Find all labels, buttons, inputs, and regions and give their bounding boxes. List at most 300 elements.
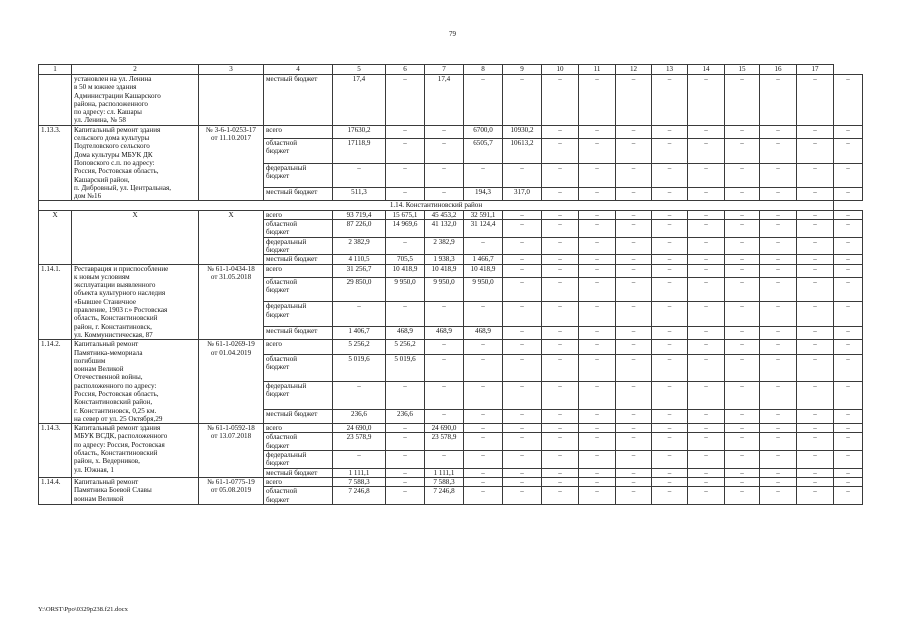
amount-cell: –	[425, 354, 464, 381]
amount-cell: –	[464, 409, 503, 424]
empty-dash-cell: –	[797, 451, 834, 469]
empty-dash-cell: –	[542, 138, 579, 163]
empty-dash-cell: –	[542, 220, 579, 238]
table-row	[39, 340, 863, 355]
empty-dash-cell: –	[725, 125, 760, 138]
table-row	[39, 75, 863, 126]
object-name: Капитальный ремонт Памятника-мемориала погибшим воинам Великой Отечественной войны, расположенного по адресу: Россия, Ростовская область, Константиновский район, г. Константиновск, 0,25 км. на север от ул. 25 Октября,29	[72, 340, 199, 424]
empty-dash-cell: –	[542, 163, 579, 188]
empty-dash-cell: –	[760, 302, 797, 327]
empty-dash-cell: –	[797, 138, 834, 163]
empty-dash-cell: –	[579, 75, 616, 126]
empty-dash-cell: –	[688, 340, 725, 355]
item-number: 1.14.1.	[39, 264, 72, 340]
amount-cell: 6700,0	[464, 125, 503, 138]
empty-dash-cell: –	[542, 277, 579, 302]
empty-dash-cell: –	[688, 220, 725, 238]
empty-dash-cell: –	[834, 451, 863, 469]
empty-dash-cell: –	[652, 264, 688, 277]
empty-dash-cell: –	[616, 302, 652, 327]
empty-dash-cell: –	[579, 354, 616, 381]
amount-cell: 6505,7	[464, 138, 503, 163]
empty-dash-cell: –	[688, 125, 725, 138]
amount-cell: –	[503, 424, 542, 433]
empty-dash-cell: –	[579, 487, 616, 505]
empty-dash-cell: –	[760, 433, 797, 451]
empty-dash-cell: –	[542, 255, 579, 264]
expertise-document: № 61-1-0592-18 от 13.07.2018	[199, 424, 264, 478]
empty-dash-cell: –	[725, 340, 760, 355]
funding-source: всего	[264, 210, 333, 219]
empty-dash-cell: –	[652, 277, 688, 302]
empty-dash-cell: –	[616, 210, 652, 219]
empty-dash-cell: –	[688, 237, 725, 255]
empty-dash-cell: –	[688, 424, 725, 433]
amount-cell: 7 588,3	[333, 477, 386, 486]
empty-dash-cell: –	[725, 409, 760, 424]
empty-dash-cell: –	[616, 409, 652, 424]
amount-cell: 468,9	[386, 327, 425, 340]
empty-dash-cell: –	[579, 327, 616, 340]
empty-dash-cell: –	[579, 382, 616, 409]
amount-cell: 1 111,1	[333, 468, 386, 477]
amount-cell: –	[464, 424, 503, 433]
empty-dash-cell: –	[760, 210, 797, 219]
amount-cell: –	[464, 451, 503, 469]
amount-cell: 1 111,1	[425, 468, 464, 477]
empty-dash-cell: –	[616, 220, 652, 238]
column-number: 12	[616, 65, 652, 75]
empty-dash-cell: –	[688, 451, 725, 469]
amount-cell: 23 578,9	[333, 433, 386, 451]
amount-cell: 7 246,8	[333, 487, 386, 505]
amount-cell: 9 950,0	[425, 277, 464, 302]
empty-dash-cell: –	[542, 487, 579, 505]
empty-dash-cell: –	[834, 255, 863, 264]
empty-dash-cell: –	[542, 75, 579, 126]
empty-dash-cell: –	[834, 340, 863, 355]
column-number: 7	[425, 65, 464, 75]
amount-cell: 9 950,0	[386, 277, 425, 302]
funding-source: местный бюджет	[264, 468, 333, 477]
amount-cell: –	[464, 302, 503, 327]
amount-cell: –	[464, 487, 503, 505]
object-name: Х	[72, 210, 199, 264]
amount-cell: –	[464, 382, 503, 409]
empty-dash-cell: –	[616, 237, 652, 255]
column-number: 8	[464, 65, 503, 75]
empty-dash-cell: –	[542, 237, 579, 255]
amount-cell: –	[425, 302, 464, 327]
empty-dash-cell: –	[797, 237, 834, 255]
amount-cell: –	[386, 163, 425, 188]
funding-source: федеральный бюджет	[264, 382, 333, 409]
empty-dash-cell: –	[725, 477, 760, 486]
empty-dash-cell: –	[542, 477, 579, 486]
empty-dash-cell: –	[834, 138, 863, 163]
page-number: 79	[449, 30, 456, 38]
column-number: 14	[688, 65, 725, 75]
empty-dash-cell: –	[616, 424, 652, 433]
empty-dash-cell: –	[652, 125, 688, 138]
empty-dash-cell: –	[834, 302, 863, 327]
amount-cell: –	[503, 382, 542, 409]
amount-cell: –	[386, 75, 425, 126]
amount-cell: 236,6	[333, 409, 386, 424]
empty-dash-cell: –	[616, 468, 652, 477]
empty-dash-cell: –	[725, 382, 760, 409]
empty-dash-cell: –	[797, 75, 834, 126]
amount-cell: –	[386, 468, 425, 477]
funding-source: местный бюджет	[264, 255, 333, 264]
empty-dash-cell: –	[760, 220, 797, 238]
empty-dash-cell: –	[652, 340, 688, 355]
amount-cell: –	[503, 264, 542, 277]
empty-dash-cell: –	[797, 163, 834, 188]
empty-dash-cell: –	[542, 264, 579, 277]
empty-dash-cell: –	[616, 125, 652, 138]
amount-cell: 87 226,0	[333, 220, 386, 238]
amount-cell: 2 382,9	[333, 237, 386, 255]
empty-dash-cell: –	[616, 255, 652, 264]
amount-cell: 45 453,2	[425, 210, 464, 219]
empty-dash-cell: –	[797, 264, 834, 277]
empty-dash-cell: –	[616, 277, 652, 302]
amount-cell: –	[425, 451, 464, 469]
funding-source: областной бюджет	[264, 277, 333, 302]
empty-dash-cell: –	[834, 277, 863, 302]
empty-dash-cell: –	[725, 451, 760, 469]
empty-dash-cell: –	[834, 468, 863, 477]
table-row	[39, 125, 863, 138]
empty-dash-cell: –	[760, 264, 797, 277]
amount-cell: 5 019,6	[333, 354, 386, 381]
expertise-document: Х	[199, 210, 264, 264]
table-row	[39, 477, 863, 486]
empty-dash-cell: –	[616, 382, 652, 409]
empty-dash-cell: –	[579, 264, 616, 277]
section-heading: 1.14. Константиновский район	[39, 201, 834, 210]
empty-dash-cell: –	[616, 340, 652, 355]
empty-dash-cell: –	[760, 125, 797, 138]
empty-dash-cell: –	[834, 487, 863, 505]
item-number: 1.13.3.	[39, 125, 72, 201]
empty-dash-cell: –	[542, 302, 579, 327]
empty-dash-cell: –	[834, 409, 863, 424]
funding-source: местный бюджет	[264, 188, 333, 201]
object-name: Капитальный ремонт Памятника Боевой Славы воинам Великой	[72, 477, 199, 504]
amount-cell: –	[425, 409, 464, 424]
amount-cell: –	[333, 163, 386, 188]
empty-dash-cell: –	[834, 125, 863, 138]
amount-cell: 468,9	[425, 327, 464, 340]
empty-dash-cell: –	[725, 237, 760, 255]
funding-source: федеральный бюджет	[264, 302, 333, 327]
empty-dash-cell: –	[760, 477, 797, 486]
table-row	[39, 210, 863, 219]
column-number: 15	[725, 65, 760, 75]
empty-dash-cell: –	[688, 188, 725, 201]
amount-cell: –	[425, 340, 464, 355]
item-number	[39, 75, 72, 126]
amount-cell: –	[503, 477, 542, 486]
funding-source: областной бюджет	[264, 220, 333, 238]
empty-dash-cell: –	[797, 210, 834, 219]
amount-cell: –	[386, 382, 425, 409]
empty-dash-cell: –	[579, 302, 616, 327]
amount-cell: –	[464, 468, 503, 477]
expertise-document	[199, 75, 264, 126]
empty-dash-cell: –	[542, 409, 579, 424]
empty-dash-cell: –	[797, 125, 834, 138]
empty-dash-cell: –	[688, 477, 725, 486]
amount-cell: –	[464, 163, 503, 188]
empty-dash-cell: –	[579, 468, 616, 477]
empty-dash-cell: –	[579, 237, 616, 255]
amount-cell: 468,9	[464, 327, 503, 340]
empty-dash-cell: –	[616, 75, 652, 126]
empty-dash-cell: –	[760, 327, 797, 340]
empty-dash-cell: –	[688, 487, 725, 505]
empty-dash-cell: –	[542, 354, 579, 381]
empty-dash-cell: –	[652, 433, 688, 451]
expertise-document: № 3-6-1-0253-17 от 11.10.2017	[199, 125, 264, 201]
empty-dash-cell: –	[797, 433, 834, 451]
item-number: Х	[39, 210, 72, 264]
empty-dash-cell: –	[760, 354, 797, 381]
amount-cell: –	[386, 302, 425, 327]
amount-cell: –	[386, 237, 425, 255]
amount-cell: 511,3	[333, 188, 386, 201]
column-number: 11	[579, 65, 616, 75]
funding-source: областной бюджет	[264, 354, 333, 381]
empty-dash-cell: –	[725, 424, 760, 433]
item-number: 1.14.3.	[39, 424, 72, 478]
amount-cell: –	[503, 468, 542, 477]
empty-dash-cell: –	[797, 327, 834, 340]
amount-cell: –	[503, 340, 542, 355]
empty-dash-cell: –	[542, 340, 579, 355]
column-number: 3	[199, 65, 264, 75]
empty-dash-cell: –	[797, 477, 834, 486]
empty-dash-cell: –	[652, 409, 688, 424]
empty-dash-cell: –	[834, 163, 863, 188]
empty-dash-cell: –	[797, 487, 834, 505]
amount-cell: –	[503, 75, 542, 126]
empty-dash-cell: –	[579, 125, 616, 138]
empty-dash-cell: –	[542, 125, 579, 138]
empty-dash-cell: –	[652, 237, 688, 255]
empty-dash-cell: –	[688, 255, 725, 264]
funding-source: всего	[264, 340, 333, 355]
empty-dash-cell: –	[834, 327, 863, 340]
amount-cell: 7 588,3	[425, 477, 464, 486]
empty-dash-cell: –	[579, 163, 616, 188]
amount-cell: –	[503, 409, 542, 424]
column-number: 9	[503, 65, 542, 75]
empty-dash-cell: –	[652, 188, 688, 201]
empty-dash-cell: –	[725, 264, 760, 277]
empty-dash-cell: –	[542, 468, 579, 477]
empty-dash-cell: –	[834, 188, 863, 201]
amount-cell: 194,3	[464, 188, 503, 201]
empty-dash-cell: –	[760, 409, 797, 424]
amount-cell: 17,4	[333, 75, 386, 126]
empty-dash-cell: –	[797, 188, 834, 201]
column-number: 6	[386, 65, 425, 75]
amount-cell: –	[386, 477, 425, 486]
empty-dash-cell: –	[616, 451, 652, 469]
empty-dash-cell: –	[797, 340, 834, 355]
funding-source: областной бюджет	[264, 138, 333, 163]
amount-cell: –	[503, 487, 542, 505]
column-number: 5	[333, 65, 386, 75]
empty-dash-cell: –	[797, 382, 834, 409]
empty-dash-cell: –	[616, 138, 652, 163]
empty-dash-cell: –	[834, 424, 863, 433]
amount-cell: –	[464, 354, 503, 381]
empty-dash-cell: –	[760, 468, 797, 477]
column-number: 2	[72, 65, 199, 75]
empty-dash-cell: –	[579, 424, 616, 433]
empty-dash-cell: –	[652, 210, 688, 219]
empty-dash-cell: –	[760, 237, 797, 255]
amount-cell: –	[386, 433, 425, 451]
empty-dash-cell: –	[616, 188, 652, 201]
empty-dash-cell: –	[579, 409, 616, 424]
empty-dash-cell: –	[616, 163, 652, 188]
expertise-document: № 61-1-0775-19 от 05.08.2019	[199, 477, 264, 504]
amount-cell: –	[503, 237, 542, 255]
amount-cell: –	[503, 451, 542, 469]
empty-dash-cell: –	[725, 354, 760, 381]
empty-dash-cell: –	[725, 188, 760, 201]
expertise-document: № 61-1-0434-18 от 31.05.2018	[199, 264, 264, 340]
amount-cell: –	[333, 302, 386, 327]
amount-cell: –	[464, 237, 503, 255]
empty-dash-cell: –	[725, 327, 760, 340]
column-number: 10	[542, 65, 579, 75]
empty-dash-cell: –	[725, 210, 760, 219]
table-row	[39, 264, 863, 277]
empty-dash-cell: –	[725, 163, 760, 188]
empty-dash-cell: –	[542, 188, 579, 201]
amount-cell: 317,0	[503, 188, 542, 201]
amount-cell: 10930,2	[503, 125, 542, 138]
section-heading-row	[39, 201, 863, 210]
empty-dash-cell: –	[652, 468, 688, 477]
funding-source: областной бюджет	[264, 487, 333, 505]
empty-dash-cell: –	[652, 382, 688, 409]
amount-cell: 31 124,4	[464, 220, 503, 238]
empty-dash-cell: –	[688, 163, 725, 188]
amount-cell: 10 418,9	[386, 264, 425, 277]
empty-dash-cell: –	[579, 277, 616, 302]
amount-cell: –	[503, 255, 542, 264]
empty-dash-cell: –	[688, 382, 725, 409]
empty-dash-cell: –	[688, 138, 725, 163]
empty-dash-cell: –	[834, 354, 863, 381]
empty-dash-cell: –	[725, 277, 760, 302]
empty-dash-cell: –	[542, 382, 579, 409]
item-number: 1.14.2.	[39, 340, 72, 424]
empty-dash-cell: –	[760, 340, 797, 355]
empty-dash-cell: –	[652, 354, 688, 381]
amount-cell: –	[503, 277, 542, 302]
empty-dash-cell: –	[688, 409, 725, 424]
empty-dash-cell: –	[760, 255, 797, 264]
amount-cell: –	[503, 302, 542, 327]
column-number: 13	[652, 65, 688, 75]
amount-cell: –	[464, 75, 503, 126]
funding-source: федеральный бюджет	[264, 163, 333, 188]
empty-dash-cell: –	[652, 327, 688, 340]
empty-dash-cell: –	[579, 477, 616, 486]
empty-dash-cell: –	[579, 138, 616, 163]
amount-cell: 17630,2	[333, 125, 386, 138]
funding-source: всего	[264, 264, 333, 277]
empty-dash-cell: –	[688, 210, 725, 219]
amount-cell: –	[386, 487, 425, 505]
amount-cell: 41 132,0	[425, 220, 464, 238]
empty-dash-cell: –	[616, 487, 652, 505]
empty-dash-cell: –	[579, 340, 616, 355]
amount-cell: –	[503, 220, 542, 238]
amount-cell: 15 675,1	[386, 210, 425, 219]
amount-cell: 9 950,0	[464, 277, 503, 302]
amount-cell: 5 256,2	[333, 340, 386, 355]
item-number: 1.14.4.	[39, 477, 72, 504]
empty-dash-cell: –	[652, 163, 688, 188]
empty-dash-cell: –	[725, 138, 760, 163]
empty-dash-cell: –	[688, 327, 725, 340]
empty-dash-cell: –	[797, 468, 834, 477]
funding-source: местный бюджет	[264, 75, 333, 126]
empty-dash-cell: –	[579, 451, 616, 469]
empty-dash-cell: –	[652, 477, 688, 486]
funding-source: федеральный бюджет	[264, 451, 333, 469]
empty-dash-cell: –	[616, 354, 652, 381]
amount-cell: –	[425, 382, 464, 409]
amount-cell: 2 382,9	[425, 237, 464, 255]
empty-dash-cell: –	[652, 424, 688, 433]
funding-source: местный бюджет	[264, 409, 333, 424]
empty-dash-cell: –	[542, 210, 579, 219]
empty-dash-cell: –	[834, 477, 863, 486]
empty-dash-cell: –	[760, 277, 797, 302]
amount-cell: –	[425, 163, 464, 188]
amount-cell: –	[464, 477, 503, 486]
amount-cell: 4 110,5	[333, 255, 386, 264]
funding-source: всего	[264, 477, 333, 486]
object-name: Капитальный ремонт здания сельского дома культуры Подтеловского сельского Дома культуры МБУК ДК Поповского с.п. по адресу: Россия, Ростовская область, Кашарский район, п. Дибровный, ул. Центральная, дом №16	[72, 125, 199, 201]
amount-cell: 10 418,9	[425, 264, 464, 277]
funding-source: местный бюджет	[264, 327, 333, 340]
amount-cell: 5 019,6	[386, 354, 425, 381]
empty-dash-cell: –	[760, 487, 797, 505]
empty-dash-cell: –	[760, 163, 797, 188]
empty-dash-cell: –	[725, 433, 760, 451]
empty-dash-cell: –	[797, 255, 834, 264]
amount-cell: –	[503, 327, 542, 340]
object-name: Реставрация и приспособление к новым условиям эксплуатации выявленного объекта культурного наследия «Бывшее Станичное правление, 1903 г.» Ростовская область, Константиновский район, г. Константиновск, ул. Коммунистическая, 87	[72, 264, 199, 340]
empty-dash-cell: –	[725, 468, 760, 477]
empty-dash-cell: –	[542, 433, 579, 451]
funding-source: всего	[264, 424, 333, 433]
empty-dash-cell: –	[797, 277, 834, 302]
amount-cell: –	[386, 125, 425, 138]
amount-cell: 24 690,0	[425, 424, 464, 433]
